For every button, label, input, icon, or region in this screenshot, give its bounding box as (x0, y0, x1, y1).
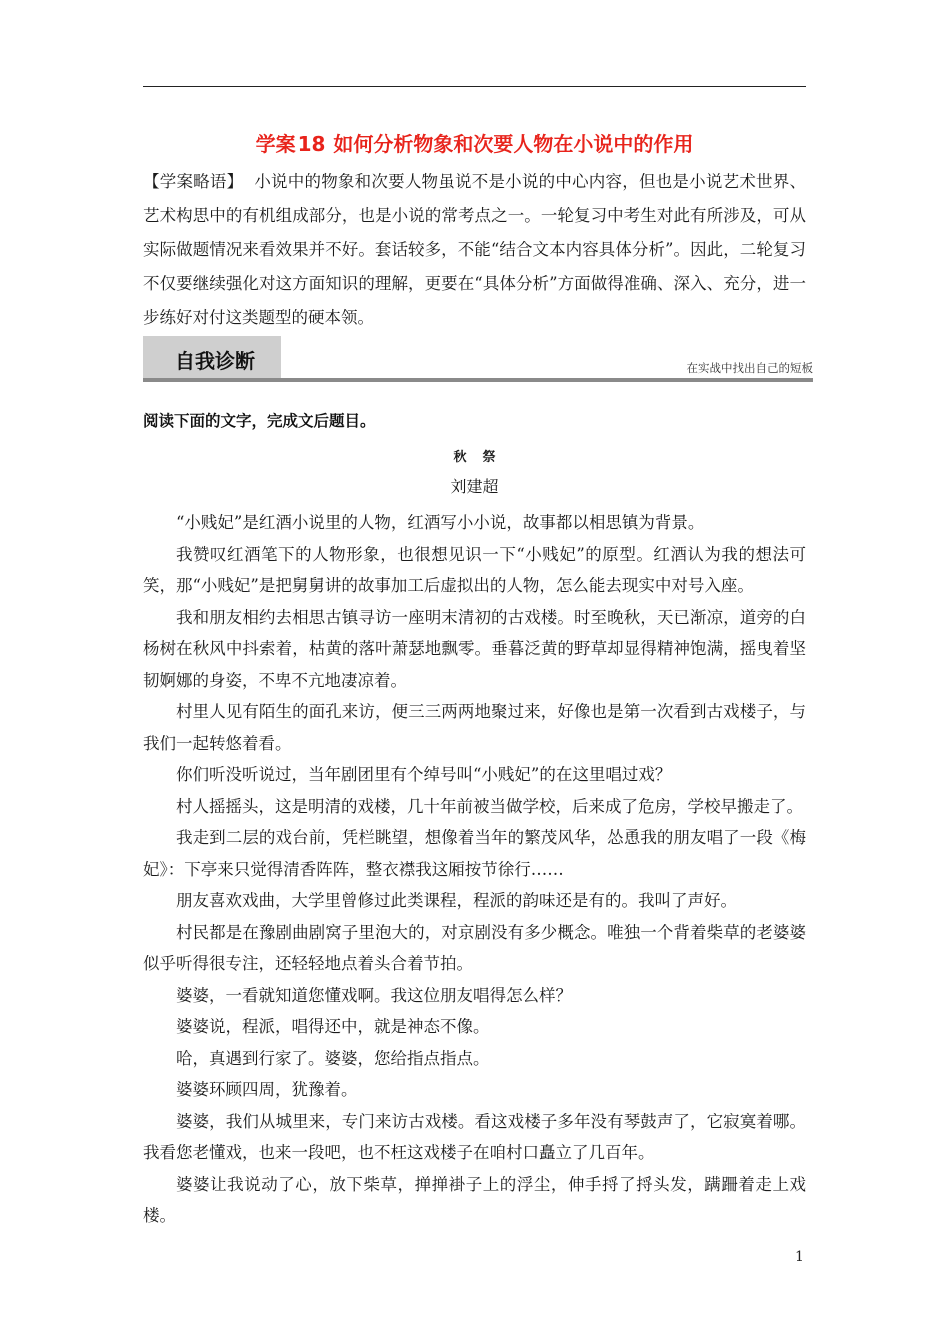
story-paragraph: 我赞叹红酒笔下的人物形象，也很想见识一下“小贱妃”的原型。红酒认为我的想法可笑，那“小贱妃”是把舅舅讲的故事加工后虚拟出的人物，怎么能去现实中对号入座。 (143, 544, 806, 595)
page-number: 1 (795, 1249, 804, 1265)
story-paragraph: 村人摇摇头，这是明清的戏楼，几十年前被当做学校，后来成了危房，学校早搬走了。 (176, 796, 803, 816)
story-paragraph: 我走到二层的戏台前，凭栏眺望，想像着当年的繁茂风华，怂恿我的朋友唱了一段《梅妃》：下亭来只觉得清香阵阵，整衣襟我这厢按节徐行…… (143, 828, 806, 879)
story-paragraph: 村民都是在豫剧曲剧窝子里泡大的，对京剧没有多少概念。唯独一个背着柴草的老婆婆似乎听得很专注，还轻轻地点着头合着节拍。 (143, 922, 806, 973)
story-title: 秋祭 (453, 450, 512, 465)
section-label: 自我诊断 (175, 349, 255, 373)
title-prefix: 学案 (255, 132, 296, 156)
story-paragraph: 村里人见有陌生的面孔来访，便三三两两地聚过来，好像也是第一次看到古戏楼子，与我们一起转悠着看。 (143, 702, 806, 753)
story-paragraph: 婆婆环顾四周，犹豫着。 (176, 1080, 358, 1099)
story-paragraph: 婆婆说，程派，唱得还中，就是神态不像。 (176, 1017, 490, 1036)
story-paragraph: 你们听没听说过，当年剧团里有个绰号叫“小贱妃”的在这里唱过戏？ (176, 765, 672, 784)
story-paragraph: 朋友喜欢戏曲，大学里曾修过此类课程，程派的韵味还是有的。我叫了声好。 (176, 891, 737, 910)
header-rule (143, 86, 806, 87)
story-paragraph: 我和朋友相约去相思古镇寻访一座明末清初的古戏楼。时至晚秋，天已渐凉，道旁的白杨树在秋风中抖索着，枯黄的落叶萧瑟地飘零。垂暮泛黄的野草却显得精神饱满，摇曳着坚韧婀娜的身姿，不卑不亢地凄凉着。 (143, 607, 806, 690)
intro-text: 小说中的物象和次要人物虽说不是小说的中心内容，但也是小说艺术世界、艺术构思中的有机组成部分，也是小说的常考点之一。一轮复习中考生对此有所涉及，可从实际做题情况来看效果并不好。套话较多，不能“结合文本内容具体分析”。因此，二轮复习不仅要继续强化对这方面知识的理解，更要在“具体分析”方面做得准确、深入、充分，进一步练好对付这类题型的硬本领。 (143, 172, 807, 327)
intro-paragraph (143, 165, 806, 335)
story-paragraph: 婆婆，我们从城里来，专门来访古戏楼。看这戏楼子多年没有琴鼓声了，它寂寞着哪。我看您老懂戏，也来一段吧，也不枉这戏楼子在咱村口矗立了几百年。 (143, 1111, 806, 1162)
story-body (143, 507, 806, 1232)
title-number: 18 (297, 132, 326, 156)
reading-instruction: 阅读下面的文字，完成文后题目。 (143, 412, 376, 430)
title-text: 如何分析物象和次要人物在小说中的作用 (333, 132, 694, 156)
intro-tag: 【学案略语】 (143, 172, 244, 191)
story-paragraph: 婆婆让我说动了心，放下柴草，掸掸褂子上的浮尘，伸手捋了捋头发，蹒跚着走上戏楼。 (143, 1174, 806, 1225)
section-underline (143, 378, 813, 382)
page-title (143, 130, 806, 158)
story-paragraph: “小贱妃”是红酒小说里的人物，红酒写小小说，故事都以相思镇为背景。 (176, 513, 705, 532)
story-author: 刘建超 (450, 477, 499, 496)
section-subtitle: 在实战中找出自己的短板 (686, 361, 813, 375)
story-paragraph: 婆婆，一看就知道您懂戏啊。我这位朋友唱得怎么样？ (176, 985, 572, 1005)
story-paragraph: 哈，真遇到行家了。婆婆，您给指点指点。 (176, 1048, 490, 1068)
section-header (143, 336, 813, 382)
